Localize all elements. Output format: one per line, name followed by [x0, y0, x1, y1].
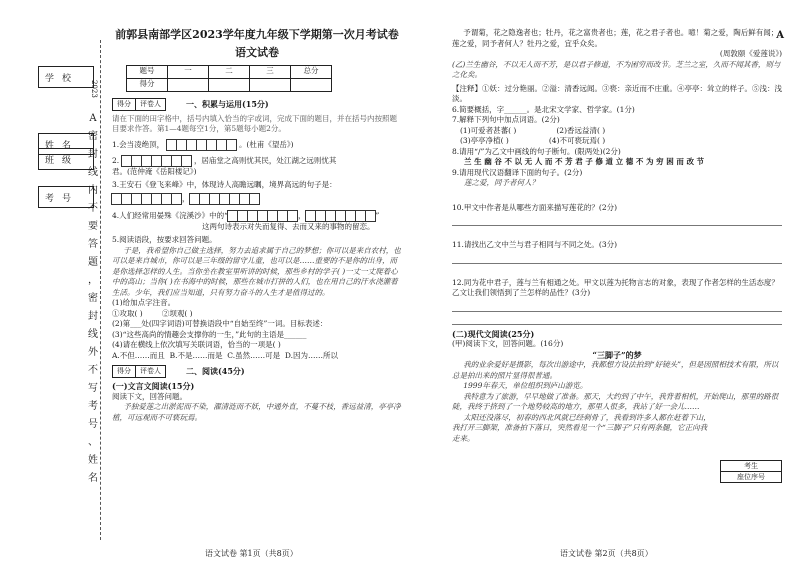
class-label: 班级 — [45, 155, 80, 166]
section-1-title: 一、积累与运用(15分) — [186, 98, 269, 109]
exam-subtitle: 语文试卷 — [235, 46, 279, 59]
seat-number-box[interactable] — [720, 460, 782, 483]
section-1-instruction: 请在下面的田字格中，括号内填入恰当的字或词，完成下面的题目，并在括号内按照题目要求作答。第1—4题每空1分，第5题每小题2分。 — [112, 113, 397, 133]
q7b: (2)香远益清( ) — [556, 125, 606, 135]
exam-number-label: 考号 — [45, 193, 80, 204]
left-page: 前郭县南部学区2023学年度九年级下学期第一次月考试卷 语文试卷 题号 一 二 三 总分 得分 得分 评卷人 一、积累与运用(15分) 请在下面的田字格中，括号内填入恰当的字或词，完成下面的题目，并在括号内按照题目要求作答。第1—4题每空1分，第5题每小题2分。 1.会当凌绝顶， 。(杜甫《望岳》) 2. ，居庙堂之高则忧其民，处江湖之远则忧其 君。(范仲淹《岳阳楼记》) 3.王安石《登飞来峰》中，体现诗人高瞻远瞩，境界高远的句子是： ， 4.人们经常用晏殊《浣溪沙》中的“ ， ” 这两句诗表示对失而复得、去而又来的事物的留恋。 5.阅读语段，按要求回答问题。 于是，我希望你自己做主选择，努力去追求属于自己的梦想；你可以是来自农村，也可以是来自城市，你可以是三年级的留守儿童，也可以是……重要的不是你的出身，而是你选择怎样的人生。当你坐在教室里听讲的时候，那些乡村的学子( )一丈一丈爬着心中的高山；当你( )在书海中的时候，那些在城市打拼的人们，也在用自己的汗水浇灌着生活。少年，我们应当知道，只有努力奋斗的人生才是值得过的。 (1)给加点字注音。 ①攻取( ) ②坝观( ) (2)第___处(四字词语)可替换语段中“自始至终”一词。目标表述： (3)“这些高尚的情趣会支撑你的一生，”此句的主语是______ (4)请在横线上依次填写关联词语，恰当的一项是( ) A.不但……而且 B.不是……而是 C.虽然……可是 D.因为……所以 得分 评卷人 二、阅读(45分) (一)文言文阅读(15分) 阅读下文，回答问题。 予独爱莲之出淤泥而不染，濯清涟而不妖，中通外直，不蔓不枝，香远益清，亭亭净植，可远观而不可亵玩焉。 — [112, 28, 401, 422]
passage-a: 予独爱莲之出淤泥而不染，濯清涟而不妖，中通外直，不蔓不枝，香远益清，亭亭净植，可远观而不可亵玩焉。 — [112, 402, 401, 422]
section-2b-title: (二)现代文阅读(25分) — [452, 328, 535, 339]
answer-line-12a[interactable] — [452, 300, 782, 312]
sub-question-2: (2)第___处(四字词语)可替换语段中“自始至终”一词。目标表述： — [112, 319, 328, 328]
question-3: 3.王安石《登飞来峰》中，体现诗人高瞻远瞩，境界高远的句子是： — [112, 180, 337, 189]
story-para-1: 我的业余爱好是摄影，每次出游途中，我都想方设法拍到“好镜头”，但是因照相技术有限，所以总是拍出来的照片显得很普通。 — [452, 360, 779, 380]
page-1-footer: 语文试卷 第1页（共8页） — [205, 549, 298, 558]
question-7: 7.解释下列句中加点词语。(2分) — [452, 115, 560, 124]
score-table: 题号 一 二 三 总分 得分 — [126, 65, 332, 92]
q7c: (3)亭亭净植( ) — [460, 136, 509, 145]
question-8: 8.请用“/”为乙文中画线的句子断句。(限两处)(2分) — [452, 146, 621, 156]
binding-sidebar — [0, 0, 110, 561]
question-2-source: 君。(范仲淹《岳阳楼记》) — [112, 166, 197, 176]
sub1a: ①攻取( ) — [112, 308, 143, 318]
name-label: 姓名 — [45, 140, 80, 151]
grader-box: 得分 评卷人 — [112, 98, 166, 111]
q7a: (1)可爱者甚蕃( ) — [460, 125, 517, 135]
seal-dashed-line — [100, 40, 101, 540]
story-para-2: 1999年春天，单位组织到庐山游览。 — [463, 381, 588, 390]
sub-question-3: (3)“这些高尚的情趣会支撑你的一生，”此句的主语是______ — [112, 329, 307, 339]
answer-line-11[interactable] — [452, 252, 782, 264]
question-5: 5.阅读语段，按要求回答问题。 — [112, 235, 217, 244]
question-4-note: 这两句诗表示对失而复得、去而又来的事物的留恋。 — [202, 221, 375, 231]
seat-box-label-1: 考生 — [721, 461, 781, 472]
question-11: 11.请找出乙文中兰与君子相同与不同之处。(3分) — [452, 240, 618, 249]
question-12: 12.同为花中君子，莲与兰有相通之处。甲文以莲为托物言志的对象，表现了作者怎样的生活态度？乙文让我们领悟到了兰怎样的品性？(3分) — [452, 277, 779, 297]
passage-a-cont: 予谓菊，花之隐逸者也；牡丹，花之富贵者也；莲，花之君子者也。噫！菊之爱，陶后鲜有闻；莲之爱，同予者何人？牡丹之爱，宜乎众矣。 — [452, 28, 779, 48]
exam-title: 前郭县南部学区2023学年度九年级下学期第一次月考试卷 — [115, 28, 399, 41]
question-2: 2. ，居庙堂之高则忧其民，处江湖之远则忧其 — [112, 155, 337, 165]
question-1: 1.会当凌绝顶， 。(杜甫《望岳》) — [112, 139, 294, 149]
question-10: 10.甲文中作者是从哪些方面来描写莲花的？(2分) — [452, 202, 618, 212]
question-6: 6.简要概括，字______。是北宋文学家、哲学家。(1分) — [452, 104, 635, 114]
section-2a-instruction: 阅读下文，回答问题。 — [112, 391, 187, 401]
sub1b: ②坝观( ) — [161, 308, 193, 318]
seal-line-text: A 密 封 线 内 不 要 答 题 ， 密 封 线 外 不 写 考 号 、 姓 名 — [88, 113, 98, 484]
sub-question-4: (4)请在横线上依次填写关联词语，恰当的一项是( ) — [112, 340, 281, 349]
section-2a-title: (一)文言文阅读(15分) — [112, 381, 195, 391]
question-4: 4.人们经常用晏殊《浣溪沙》中的“ ， ” — [112, 210, 380, 220]
question-9-text: 莲之爱，同予者何人？ — [464, 178, 539, 187]
story-para-4: 太阳还没落尽，初春的西北风就已经刺骨了，我看到许多人都在赶着下山，我打开三脚架，准备拍下落日，突然看见一个“三脚子”只有两条腿，它正向我走来。 — [452, 412, 711, 443]
seat-box-label-2: 座位序号 — [737, 473, 765, 481]
grader-box-2: 得分 评卷人 — [112, 365, 166, 378]
section-2b-instruction: (甲)阅读下文，回答问题。(16分) — [452, 339, 564, 348]
q7d: (4)不可亵玩焉( ) — [548, 136, 606, 145]
page-2-footer: 语文试卷 第2页（共8页） — [560, 549, 653, 558]
question-8-text: 兰 生 幽 谷 不 以 无 人 而 不 芳 君 子 修 道 立 德 不 为 穷 困 而 改 节 — [464, 157, 705, 166]
choices: A.不但……而且 B.不是……而是 C.虽然……可是 D.因为……所以 — [112, 350, 339, 360]
answer-line-12b[interactable] — [452, 313, 782, 325]
reading-passage: 于是，我希望你自己做主选择，努力去追求属于自己的梦想；你可以是来自农村，也可以是来自城市，你可以是三年级的留守儿童，也可以是……重要的不是你的出身，而是你选择怎样的人生。当你坐在教室里听讲的时候，那些乡村的学子( )一丈一丈爬着心中的高山；当你( )在书海中的时候，那些在城市打拼的人们，也在用自己的汗水浇灌着生活。少年，我们应当知道，只有努力奋斗的人生才是值得过的。 — [112, 245, 401, 297]
school-label: 学校 — [45, 73, 80, 84]
paper-version-label: A — [776, 30, 784, 41]
answer-line-10[interactable] — [452, 214, 782, 226]
sub-question-1: (1)给加点字注音。 — [112, 298, 176, 307]
passage-a-source: (周敦颐《爱莲说》) — [719, 49, 782, 58]
year-vertical: 2023 — [90, 80, 98, 98]
passage-b: (乙)兰生幽谷，不以无人而不芳，是以君子修道，不为困穷而改节。芝兰之室，久而不闻其香，则与之化矣。 — [452, 59, 781, 79]
question-9: 9.请用现代汉语翻译下面的句子。(2分) — [452, 167, 583, 177]
section-2-title: 二、阅读(45分) — [186, 366, 245, 377]
story-title: “三脚子”的梦 — [592, 349, 642, 360]
story-para-3: 我特意为了旅游，早早地做了准备。那天，大约到了中午，我背着相机，开始爬山，那里的路很陡，我终于挤到了一个地势较高的地方，那里人很多，我站了好一会儿…… — [452, 391, 779, 411]
annotations: 【注释】①妖：过分艳丽。②溢：清香远闻。③亵：亲近而不庄重。④亭亭：耸立的样子。⑤浅：浅淡。 — [452, 83, 782, 103]
school-field[interactable] — [38, 66, 94, 88]
